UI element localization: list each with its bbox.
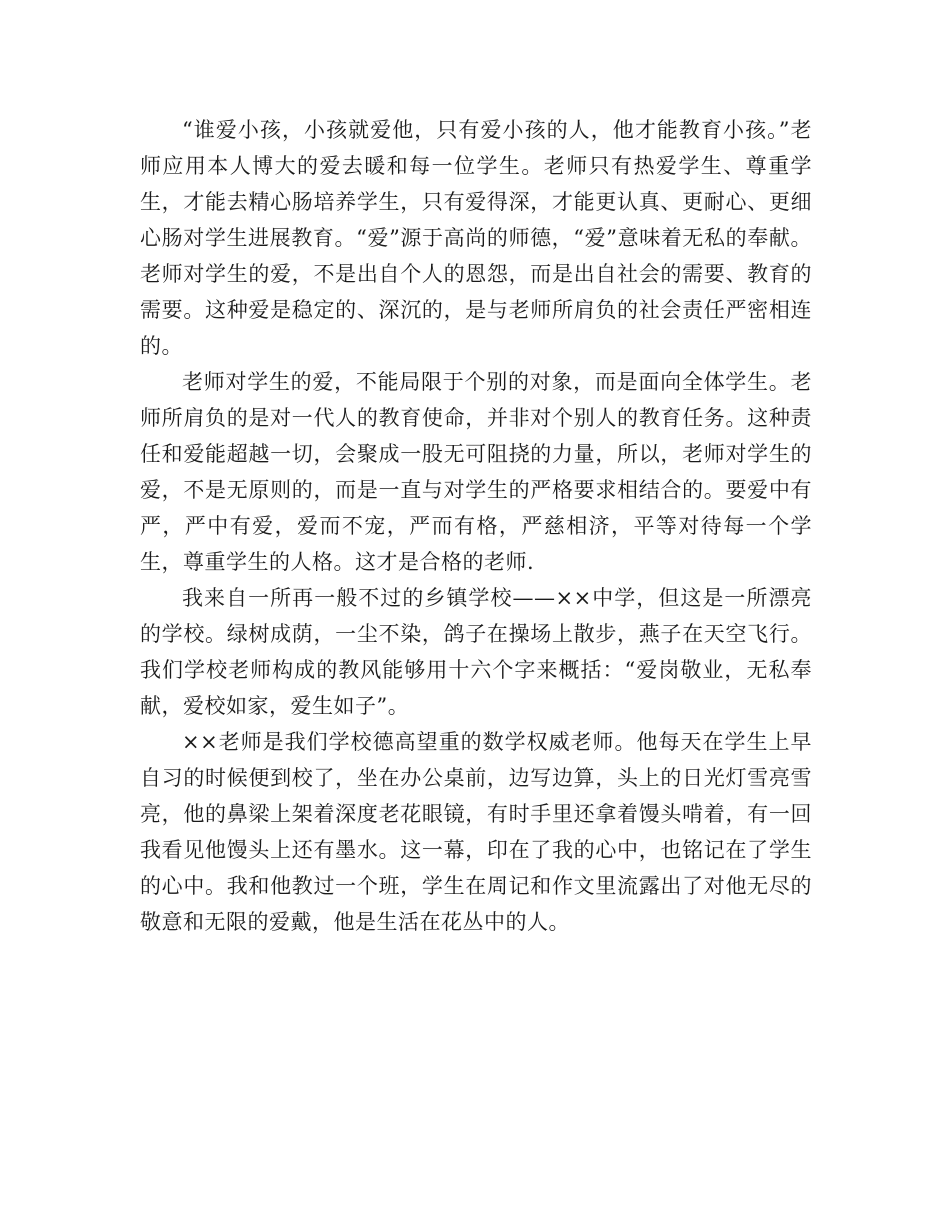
paragraph-2: 老师对学生的爱，不能局限于个别的对象，而是面向全体学生。老师所肩负的是对一代人的教育使命，并非对个别人的教育任务。这种责任和爱能超越一切，会聚成一股无可阻挠的力量，所以，老师对学生的爱，不是无原则的，而是一直与对学生的严格要求相结合的。要爱中有严，严中有爱，爱而不宠，严而有格，严慈相济，平等对待每一个学生，尊重学生的人格。这才是合格的老师. [140, 370, 812, 574]
paragraph-3: 我来自一所再一般不过的乡镇学校——××中学，但这是一所漂亮的学校。绿树成荫，一尘不染，鸽子在操场上散步，燕子在天空飞行。我们学校老师构成的教风能够用十六个字来概括：“爱岗敬业，无私奉献，爱校如家，爱生如子”。 [140, 586, 812, 718]
paragraph-4: ××老师是我们学校德高望重的数学权威老师。他每天在学生上早自习的时候便到校了，坐在办公桌前，边写边算，头上的日光灯雪亮雪亮，他的鼻梁上架着深度老花眼镜，有时手里还拿着馒头啃着，有一回我看见他馒头上还有墨水。这一幕，印在了我的心中，也铭记在了学生的心中。我和他教过一个班，学生在周记和作文里流露出了对他无尽的敬意和无限的爱戴，他是生活在花丛中的人。 [140, 730, 812, 934]
document-body [140, 112, 812, 940]
paragraph-1: “谁爱小孩，小孩就爱他，只有爱小孩的人，他才能教育小孩。”老师应用本人博大的爱去暖和每一位学生。老师只有热爱学生、尊重学生，才能去精心肠培养学生，只有爱得深，才能更认真、更耐心、更细心肠对学生进展教育。“爱”源于高尚的师德，“爱”意味着无私的奉献。老师对学生的爱，不是出自个人的恩怨，而是出自社会的需要、教育的需要。这种爱是稳定的、深沉的，是与老师所肩负的社会责任严密相连的。 [140, 118, 812, 358]
